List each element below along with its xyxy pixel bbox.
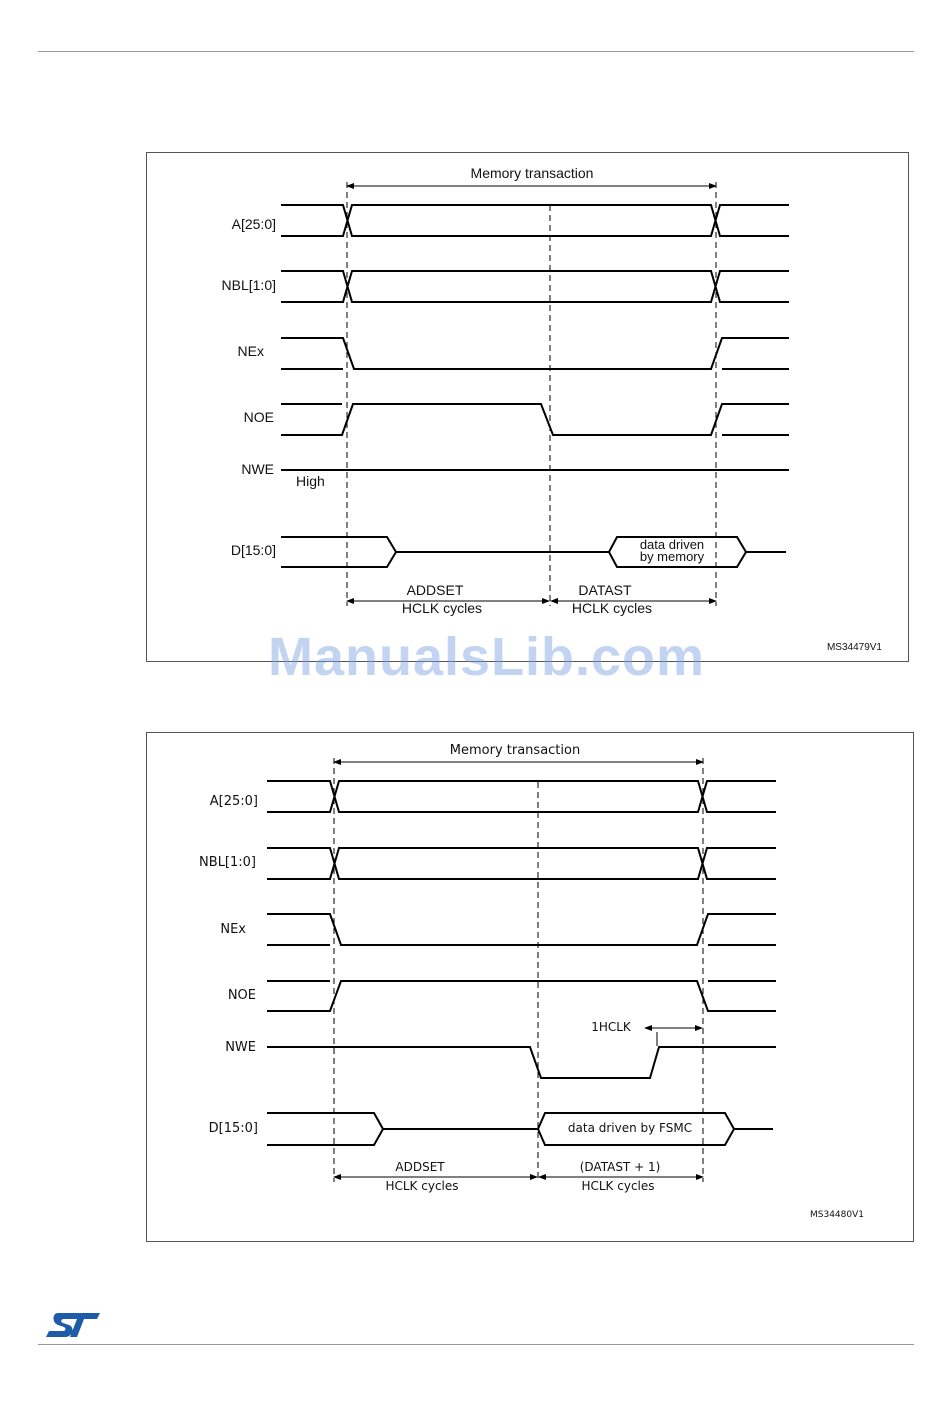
fig2-label-noe: NOE xyxy=(227,988,256,1003)
fig2-datast-sub: HCLK cycles xyxy=(581,1179,655,1193)
fig1-title: Memory transaction xyxy=(470,165,594,181)
figure-1-diagram xyxy=(222,165,883,653)
fig1-noe-wave xyxy=(281,404,789,435)
fig2-addset-sub: HCLK cycles xyxy=(385,1179,459,1193)
fig2-label-a: A[25:0] xyxy=(209,794,258,809)
fig1-addset-label: ADDSET xyxy=(406,582,464,598)
fig1-label-nex: NEx xyxy=(237,343,264,359)
fig1-label-a: A[25:0] xyxy=(231,216,276,232)
fig2-nwe-wave xyxy=(267,1047,776,1078)
fig2-hclk-label: 1HCLK xyxy=(591,1020,631,1034)
fig1-addset-sub: HCLK cycles xyxy=(401,600,483,616)
fig2-data-label: data driven by FSMC xyxy=(567,1121,693,1135)
fig2-datast-label: (DATAST + 1) xyxy=(579,1160,661,1174)
fig1-label-nwe: NWE xyxy=(241,461,274,477)
fig1-label-d: D[15:0] xyxy=(230,542,276,558)
fig2-d-wave-start xyxy=(267,1113,383,1145)
fig1-id-code: MS34479V1 xyxy=(826,642,882,653)
fig2-nex-wave xyxy=(267,914,776,945)
fig2-id-code: MS34480V1 xyxy=(810,1210,864,1220)
figure-2-diagram xyxy=(199,743,864,1220)
fig2-noe-wave xyxy=(267,981,776,1011)
fig2-label-nex: NEx xyxy=(220,922,246,937)
watermark: ManualsLib.com xyxy=(268,627,706,687)
fig1-nex-wave xyxy=(281,338,789,369)
fig2-label-nbl: NBL[1:0] xyxy=(199,855,256,870)
fig1-label-noe: NOE xyxy=(243,409,274,425)
fig1-datast-label: DATAST xyxy=(578,582,632,598)
fig1-data-label-1: data driven xyxy=(639,537,705,552)
fig1-label-nbl: NBL[1:0] xyxy=(221,277,276,293)
fig2-label-nwe: NWE xyxy=(225,1040,256,1055)
fig2-title: Memory transaction xyxy=(449,743,581,758)
footer-rule xyxy=(38,1344,914,1345)
fig2-label-d: D[15:0] xyxy=(208,1121,258,1136)
fig2-addset-label: ADDSET xyxy=(395,1160,445,1174)
st-logo-icon xyxy=(44,1310,102,1340)
fig1-nwe-high: High xyxy=(296,473,325,489)
fig1-data-label-2: by memory xyxy=(639,549,705,564)
fig1-d-wave-start xyxy=(281,537,396,567)
fig1-datast-sub: HCLK cycles xyxy=(571,600,653,616)
